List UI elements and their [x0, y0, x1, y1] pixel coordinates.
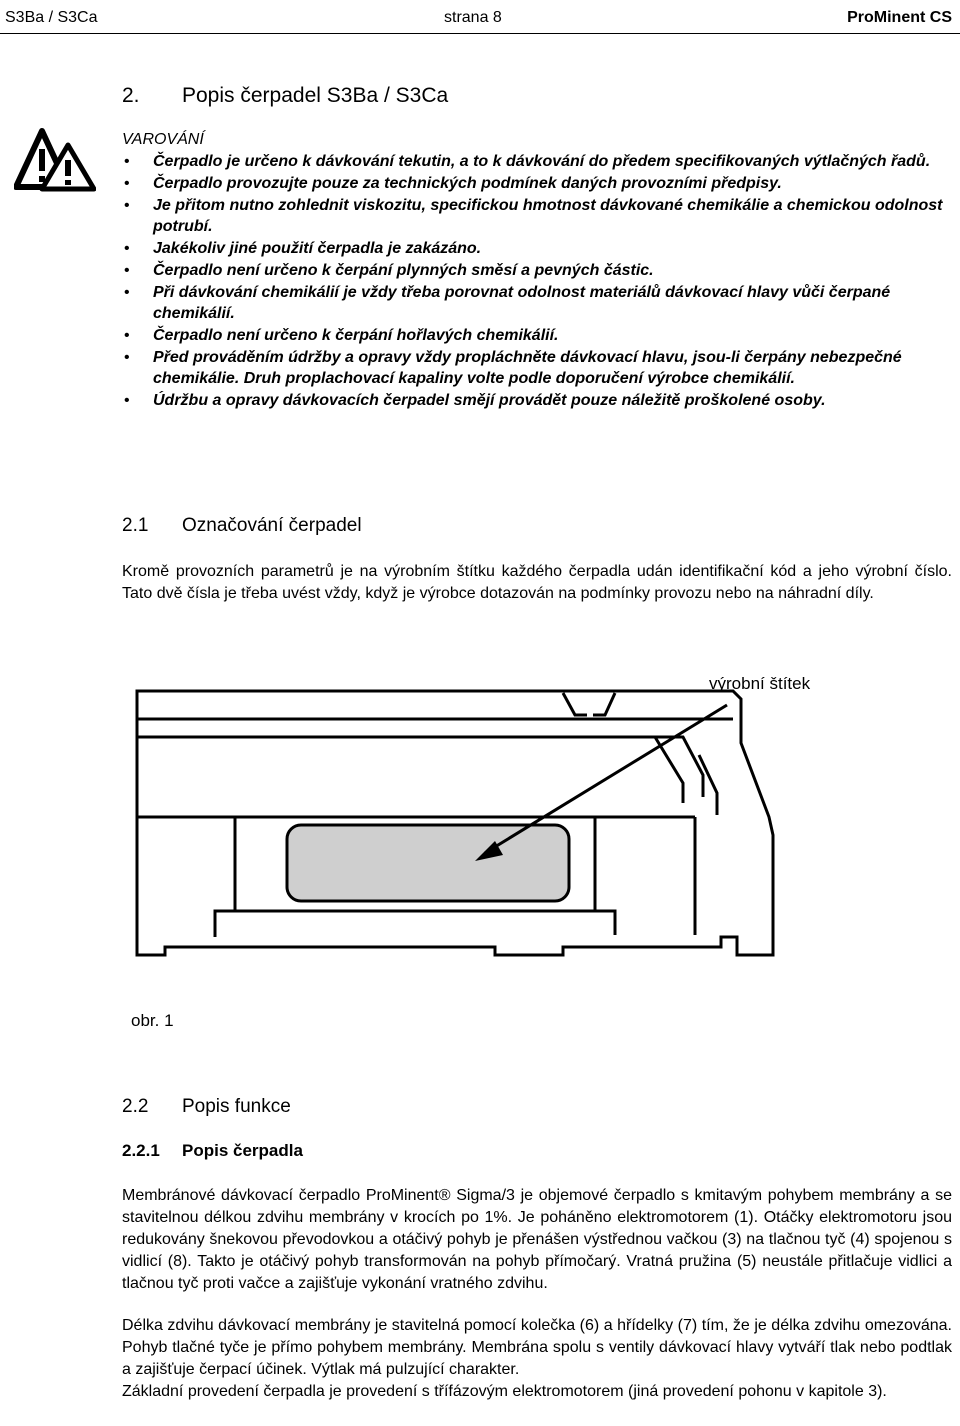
warning-item: • Čerpadlo je určeno k dávkování tekutin, a to k dávkování do předem specifikovaných výtlačných řadů.	[122, 151, 954, 172]
page-header	[0, 0, 960, 34]
section-2-2-1-heading	[122, 1141, 303, 1161]
section-2-1-heading	[122, 515, 362, 537]
pump-description-paragraph: Membránové dávkovací čerpadlo ProMinent® Sigma/3 je objemové čerpadlo s kmitavým pohybem membrány a se stavitelnou délkou zdvihu membrány v krocích po 1%. Je poháněno elektromotorem (1). Otáčky elektromotoru jsou redukovány šnekovou převodovkou a otáčivý pohyb je přenášen výstřednou vačkou (3) na tlačnou tyč (4) spojenou s vidlicí (8). Takto je otáčivý pohyb transformován na pohyb přímočarý. Vratná pružina (5) neustále přitlačuje vidlici a tlačnou tyč proti vačce a zajišťuje vykonání vratného zdvihu.	[122, 1187, 952, 1292]
section-title: Popis čerpadel S3Ba / S3Ca	[182, 84, 449, 107]
section-title: Označování čerpadel	[182, 515, 362, 536]
section-number: 2.1	[122, 515, 149, 536]
section-number: 2.	[122, 84, 140, 107]
section-title: Popis čerpadla	[182, 1141, 303, 1160]
warning-item: • Čerpadlo není určeno k čerpání hořlavých chemikálií.	[122, 325, 954, 346]
warning-triangle-icon	[14, 127, 96, 193]
section-title: Popis funkce	[182, 1096, 291, 1117]
basic-version-paragraph: Základní provedení čerpadla je provedení s třífázovým elektromotorem (jiná provedení pohonu v kapitole 3).	[122, 1383, 887, 1400]
pump-nameplate-drawing	[135, 685, 775, 995]
nameplate-arrow	[485, 705, 727, 853]
header-page-number: strana 8	[444, 9, 502, 26]
warning-item: • Je přitom nutno zohlednit viskozitu, specifickou hmotnost dávkované chemikálie a chemickou odolnost potrubí.	[122, 195, 954, 237]
section-number: 2.2	[122, 1096, 149, 1117]
stroke-length-paragraph: Délka zdvihu dávkovací membrány je stavitelná pomocí kolečka (6) a hřídelky (7) tím, že je délka zdvihu omezována. Pohyb tlačné tyče je přímo pohybem membrány. Membrána spolu s ventily dávkovací hlavy vytváří tlak nebo podtlak a zajišťuje čerpací účinek. Výtlak má pulzující charakter.	[122, 1317, 952, 1378]
warning-item: • Údržbu a opravy dávkovacích čerpadel smějí provádět pouze náležitě proškolené osoby.	[122, 390, 954, 411]
section-2-1-text: Kromě provozních parametrů je na výrobním štítku každého čerpadla udán identifikační kód a jeho výrobní číslo. Tato dvě čísla je třeba uvést vždy, když je výrobce dotazován na podmínky provozu nebo na náhradní díly.	[122, 563, 952, 602]
warning-item: • Čerpadlo provozujte pouze za technických podmínek daných provozními předpisy.	[122, 173, 954, 194]
warning-list	[122, 151, 954, 412]
section-number: 2.2.1	[122, 1141, 160, 1160]
warning-title: VAROVÁNÍ	[122, 131, 204, 148]
header-company: ProMinent CS	[847, 9, 952, 26]
nameplate-shape	[287, 825, 569, 901]
warning-item: • Jakékoliv jiné použití čerpadla je zakázáno.	[122, 238, 954, 259]
figure-caption: obr. 1	[131, 1011, 174, 1030]
section-2-2-heading	[122, 1096, 291, 1118]
section-2-heading	[122, 84, 448, 108]
header-doc-title: S3Ba / S3Ca	[5, 9, 98, 26]
warning-item: • Při dávkování chemikálií je vždy třeba porovnat odolnost materiálů dávkovací hlavy vůči čerpané chemikálií.	[122, 282, 954, 324]
warning-item: • Čerpadlo není určeno k čerpání plynných směsí a pevných částic.	[122, 260, 954, 281]
nameplate-label: výrobní štítek	[709, 674, 811, 693]
warning-item: • Před prováděním údržby a opravy vždy propláchněte dávkovací hlavu, jsou-li čerpány nebezpečné chemikálie. Druh proplachovací kapaliny volte podle doporučení výrobce chemikálií.	[122, 347, 954, 389]
